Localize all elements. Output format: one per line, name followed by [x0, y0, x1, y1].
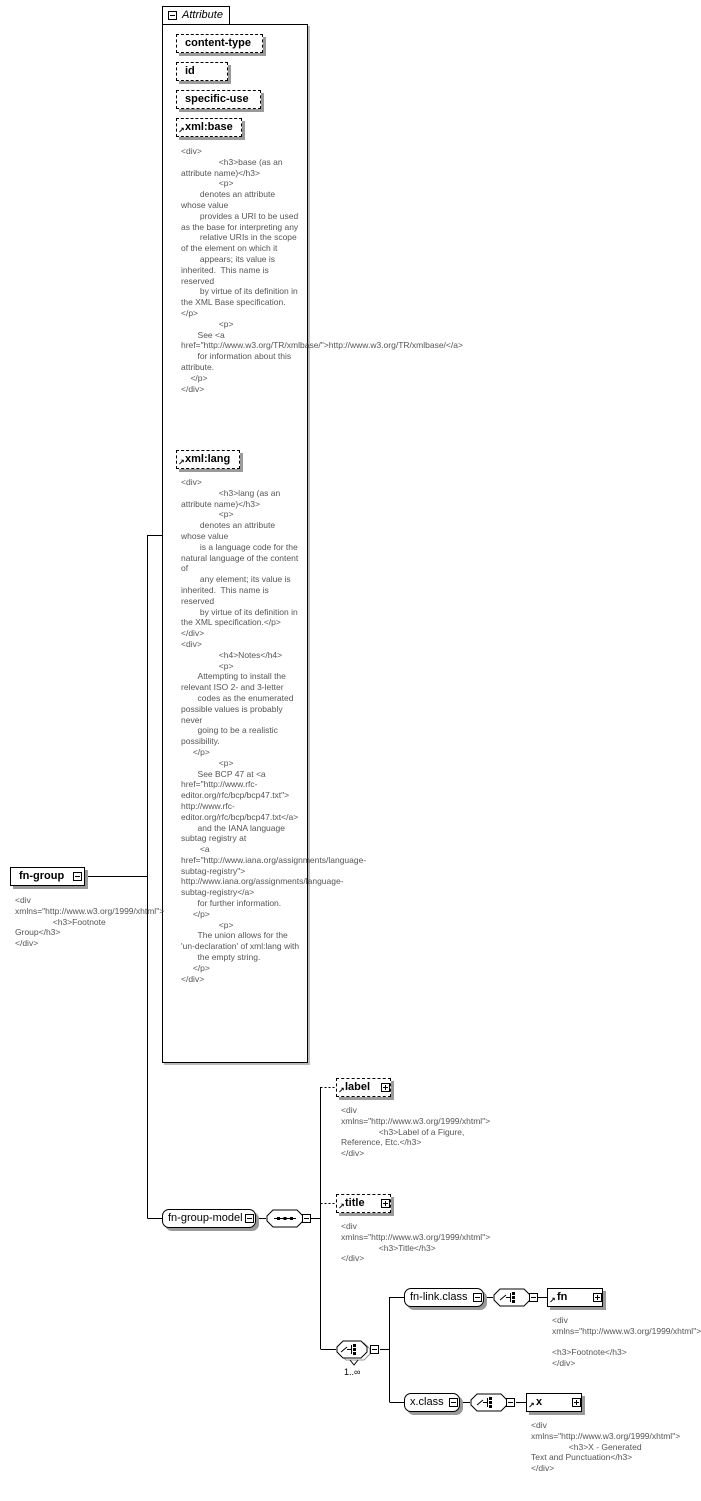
model-group-fn-group-model[interactable]: fn-group-model	[162, 1209, 256, 1228]
attribute-xml-lang-doc: <div> <h3>lang (as an attribute name)</h3> <p> denotes an attribute whose value is a language code for the natural language of the content of any element; its value is inherited. This name is reserved by virtue of its definition in the XML specification.</p> </div> <div> <h4>Notes</h4> <p> Attempting to install the relevant ISO 2- and 3-letter codes as the enumerated possible values is probably never going to be a realistic possibility. </p> <p> See BCP 47 at <a href="http://www.rfc-editor.org/rfc/bcp/bcp47.txt"> http://www.rfc-editor.org/rfc/bcp/bcp47.txt</a> and the IANA language subtag registry at <a href="http://www.iana.org/assignments/language-subtag-registry"> http://www.iana.org/assignments/language-subtag-registry</a> for further information. </p> <p> The union allows for the 'un-declaration' of xml:lang with the empty string. </p> </div>	[181, 477, 367, 984]
reference-arrow-icon: ↗	[549, 1296, 556, 1305]
sequence-compositor[interactable]	[266, 1209, 311, 1228]
minus-box-icon[interactable]	[370, 1345, 379, 1354]
reference-arrow-icon: ↗	[528, 1401, 535, 1410]
attribute-xml-lang[interactable]: ↗ xml:lang	[176, 450, 240, 469]
element-x[interactable]: ↗ x	[526, 1393, 582, 1412]
plus-box-icon[interactable]	[381, 1199, 390, 1208]
minus-box-icon[interactable]	[245, 1214, 254, 1223]
choice-cardinality: 1..∞	[344, 1367, 361, 1377]
group-x-class[interactable]: x.class	[404, 1393, 460, 1412]
minus-box-icon[interactable]	[449, 1398, 458, 1407]
group-fn-link-class[interactable]: fn-link.class	[404, 1288, 484, 1307]
root-element-fn-group[interactable]: fn-group	[10, 867, 85, 886]
plus-box-icon[interactable]	[572, 1398, 581, 1407]
root-element-doc: <div xmlns="http://www.w3.org/1999/xhtml"> <h3>Footnote Group</h3> </div>	[15, 895, 165, 949]
attribute-xml-base-doc: <div> <h3>base (as an attribute name)</h3> <p> denotes an attribute whose value provides a URI to be used as the base for interpreting any relative URIs in the scope of the element on which it appears; its value is inherited. This name is reserved by virtue of its definition in the XML Base specification.</p> <p> See <a href="http://www.w3.org/TR/xmlbase/">http://www.w3.org/TR/xmlbase/</a> for information about this attribute. </p> </div>	[181, 146, 463, 394]
element-fn[interactable]: ↗ fn	[547, 1288, 603, 1307]
choice-compositor[interactable]	[336, 1340, 381, 1368]
attribute-xml-base[interactable]: ↗ xml:base	[176, 118, 242, 137]
reference-arrow-icon: ↗	[178, 126, 185, 135]
attribute-id[interactable]: id	[176, 62, 228, 81]
attribute-content-type[interactable]: content-type	[176, 34, 263, 53]
plus-box-icon[interactable]	[593, 1293, 602, 1302]
element-title[interactable]: ↗ title	[336, 1194, 391, 1213]
attribute-panel-tab[interactable]	[162, 6, 230, 24]
minus-box-icon[interactable]	[73, 872, 82, 881]
element-label-doc: <div xmlns="http://www.w3.org/1999/xhtml"> <h3>Label of a Figure, Reference, Etc.</h3> </div>	[341, 1105, 491, 1159]
element-x-doc: <div xmlns="http://www.w3.org/1999/xhtml"> <h3>X - Generated Text and Punctuation</h3> </div>	[531, 1420, 681, 1474]
minus-box-icon[interactable]	[473, 1293, 482, 1302]
reference-arrow-icon: ↗	[178, 458, 185, 467]
element-fn-doc: <div xmlns="http://www.w3.org/1999/xhtml"> <h3>Footnote</h3> </div>	[552, 1315, 701, 1369]
choice-compositor[interactable]	[493, 1288, 538, 1307]
minus-box-icon[interactable]	[302, 1214, 311, 1223]
reference-arrow-icon: ↗	[338, 1086, 345, 1095]
attribute-specific-use[interactable]: specific-use	[176, 90, 261, 109]
minus-box-icon[interactable]	[168, 11, 177, 20]
element-label[interactable]: ↗ label	[336, 1078, 391, 1097]
attribute-panel-title: Attribute	[182, 9, 223, 21]
element-title-doc: <div xmlns="http://www.w3.org/1999/xhtml"> <h3>Title</h3> </div>	[341, 1221, 491, 1264]
minus-box-icon[interactable]	[529, 1293, 538, 1302]
minus-box-icon[interactable]	[506, 1398, 515, 1407]
reference-arrow-icon: ↗	[338, 1202, 345, 1211]
choice-compositor[interactable]	[470, 1393, 516, 1412]
plus-box-icon[interactable]	[381, 1083, 390, 1092]
